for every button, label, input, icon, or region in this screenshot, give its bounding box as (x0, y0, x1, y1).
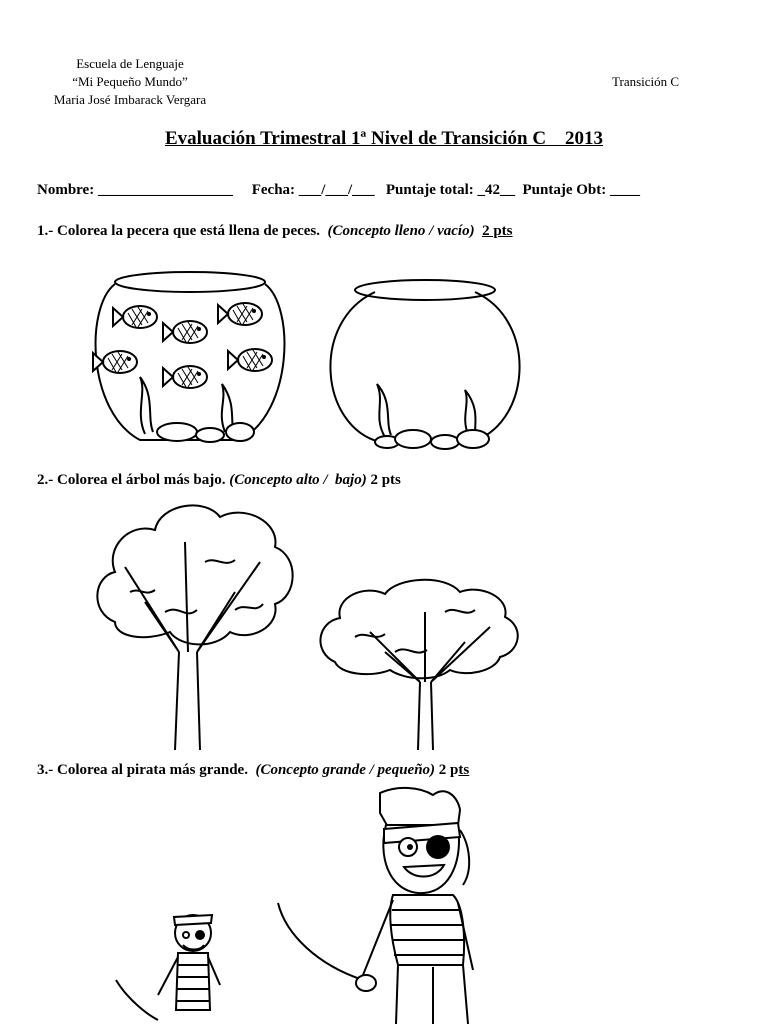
question-3-points-prefix: 2 p (438, 762, 459, 778)
question-3 (37, 762, 469, 779)
question-2-concept: (Concepto alto / bajo) (229, 472, 367, 488)
teacher-name: Maria José Imbarack Vergara (53, 92, 207, 107)
fishbowl-full (93, 272, 284, 442)
fish-icon (228, 349, 272, 371)
fish-icon (163, 366, 207, 388)
school-name: Escuela de Lenguaje (76, 56, 184, 71)
school-header (30, 55, 230, 109)
question-2-text: 2.- Colorea el árbol más bajo. (37, 472, 230, 488)
grade-label: Transición C (612, 74, 680, 89)
fish-icon (93, 351, 137, 373)
fishbowls-illustration (85, 262, 535, 457)
question-3-concept: (Concepto grande / pequeño) (255, 762, 436, 778)
fishbowl-empty (330, 280, 519, 449)
page-title: Evaluación Trimestral 1ª Nivel de Transición C 2013 (164, 128, 604, 149)
school-subtitle: “Mi Pequeño Mundo” (72, 74, 188, 89)
fish-icon (218, 303, 262, 325)
pirate-large (278, 788, 473, 1024)
question-1-concept: (Concepto lleno / vacío) (327, 223, 475, 239)
question-1-points: 2 pts (482, 223, 513, 239)
tree-short (320, 580, 517, 750)
question-1 (37, 223, 513, 240)
pirate-small (116, 915, 220, 1020)
question-3-points-underlined: ts (458, 762, 470, 778)
pirates-illustration (108, 785, 488, 1024)
question-2-points: 2 pts (370, 472, 401, 488)
trees-illustration (85, 492, 545, 754)
fish-icon (163, 321, 207, 343)
question-1-text: 1.- Colorea la pecera que está llena de peces. (37, 223, 328, 239)
question-2 (37, 472, 401, 489)
fish-icon (113, 306, 157, 328)
question-3-text: 3.- Colorea al pirata más grande. (37, 762, 256, 778)
tree-tall (97, 505, 292, 750)
student-fields: Nombre: __________________ Fecha: ___/___/___ Puntaje total: _42__ Puntaje Obt: ____ (37, 182, 641, 198)
